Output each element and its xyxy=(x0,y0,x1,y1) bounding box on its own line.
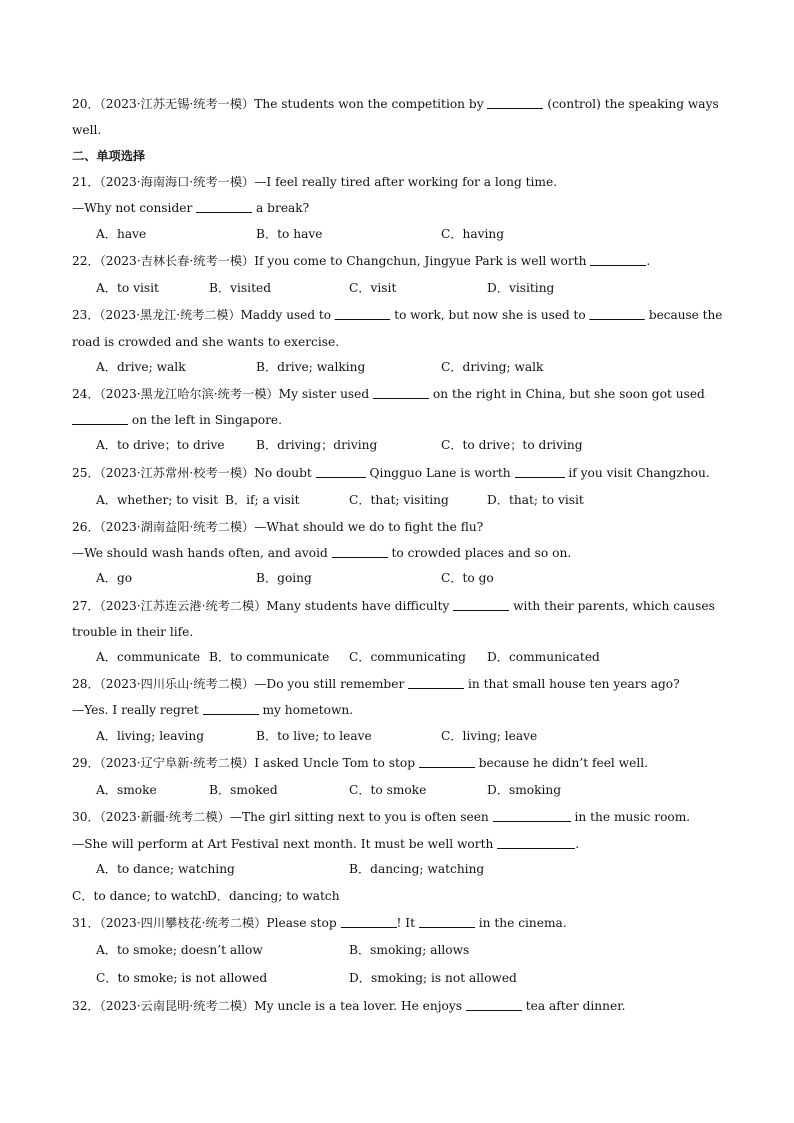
q23-option-a[interactable]: A．drive; walk xyxy=(96,360,186,374)
q24-blank-1[interactable] xyxy=(373,386,429,399)
q22-stem xyxy=(72,253,650,269)
q28-stem xyxy=(72,676,680,692)
q29-option-d[interactable]: D．smoking xyxy=(487,783,562,797)
q22-option-c[interactable]: C．visit xyxy=(349,281,397,295)
q24-continuation-text: on the left in Singapore. xyxy=(128,413,282,427)
q31-option-b[interactable]: B．smoking; allows xyxy=(349,943,470,957)
q23-blank-1[interactable] xyxy=(335,307,390,320)
q28-option-c[interactable]: C．living; leave xyxy=(441,729,538,743)
q28-text: 28．（2023·四川乐山·统考二模）—Do you still remember xyxy=(72,677,409,691)
q22-text: 22．（2023·吉林长春·统考一模）If you come to Changchun, Jingyue Park is well worth xyxy=(72,254,591,268)
q23-option-b[interactable]: B．drive; walking xyxy=(256,360,366,374)
q32-text-post: tea after dinner. xyxy=(521,999,626,1013)
q23-text-post: because the xyxy=(645,308,723,322)
q26-line2-text: —We should wash hands often, and avoid xyxy=(72,546,332,560)
q27-continuation: trouble in their life. xyxy=(72,625,194,639)
q26-option-c[interactable]: C．to go xyxy=(441,571,494,585)
q25-option-a[interactable]: A．whether; to visit xyxy=(96,493,219,507)
q27-option-b[interactable]: B．to communicate xyxy=(209,650,330,664)
q29-blank[interactable] xyxy=(419,755,475,768)
q30-option-b[interactable]: B．dancing; watching xyxy=(349,862,485,876)
q26-option-a[interactable]: A．go xyxy=(96,571,133,585)
q22-blank[interactable] xyxy=(590,253,646,266)
q30-option-c[interactable]: C．to dance; to watch xyxy=(72,889,208,903)
q32-blank[interactable] xyxy=(466,998,522,1011)
q30-text-post: in the music room. xyxy=(570,810,691,824)
q25-blank-2[interactable] xyxy=(515,465,565,478)
q23-text-mid: to work, but now she is used to xyxy=(390,308,590,322)
q27-stem xyxy=(72,598,715,614)
q22-option-b[interactable]: B．visited xyxy=(209,281,271,295)
q28-option-a[interactable]: A．living; leaving xyxy=(96,729,205,743)
q23-text: 23．（2023·黑龙江·统考二模）Maddy used to xyxy=(72,308,335,322)
q26-line2 xyxy=(72,545,571,561)
q28-option-b[interactable]: B．to live; to leave xyxy=(256,729,372,743)
q32-stem xyxy=(72,998,626,1014)
q28-text-post: in that small house ten years ago? xyxy=(464,677,680,691)
q28-blank-1[interactable] xyxy=(408,676,464,689)
q27-text: 27．（2023·江苏连云港·统考二模）Many students have difficulty xyxy=(72,599,454,613)
q21-line2-text: —Why not consider xyxy=(72,201,197,215)
q31-text: 31．（2023·四川攀枝花·统考二模）Please stop xyxy=(72,916,341,930)
q24-stem xyxy=(72,386,705,402)
q22-option-d[interactable]: D．visiting xyxy=(487,281,555,295)
q29-option-c[interactable]: C．to smoke xyxy=(349,783,427,797)
q24-continuation xyxy=(72,412,282,428)
q20-text: 20．（2023·江苏无锡·统考一模）The students won the competition by xyxy=(72,97,488,111)
q25-option-c[interactable]: C．that; visiting xyxy=(349,493,449,507)
q30-option-d[interactable]: D．dancing; to watch xyxy=(207,889,340,903)
q21-stem: 21．（2023·海南海口·统考一模）—I feel really tired after working for a long time. xyxy=(72,175,558,189)
q29-option-a[interactable]: A．smoke xyxy=(96,783,157,797)
q29-stem xyxy=(72,755,648,771)
q27-option-c[interactable]: C．communicating xyxy=(349,650,466,664)
q24-text: 24．（2023·黑龙江哈尔滨·统考一模）My sister used xyxy=(72,387,374,401)
q31-text-post: in the cinema. xyxy=(474,916,567,930)
q31-blank-2[interactable] xyxy=(419,915,475,928)
q26-option-b[interactable]: B．going xyxy=(256,571,312,585)
q20-text-post: (control) the speaking ways xyxy=(543,97,719,111)
q28-blank-2[interactable] xyxy=(203,702,259,715)
q31-blank-1[interactable] xyxy=(341,915,397,928)
q30-blank-2[interactable] xyxy=(497,836,575,849)
section-heading: 二、单项选择 xyxy=(72,149,146,163)
q30-stem xyxy=(72,809,690,825)
q23-blank-2[interactable] xyxy=(590,307,645,320)
q31-text-mid: ! It xyxy=(396,916,419,930)
q25-option-d[interactable]: D．that; to visit xyxy=(487,493,584,507)
q27-option-a[interactable]: A．communicate xyxy=(96,650,201,664)
q30-blank-1[interactable] xyxy=(493,809,571,822)
q28-line2 xyxy=(72,702,353,718)
q32-text: 32．（2023·云南昆明·统考二模）My uncle is a tea lover. He enjoys xyxy=(72,999,466,1013)
q22-option-a[interactable]: A．to visit xyxy=(96,281,159,295)
q30-option-a[interactable]: A．to dance; watching xyxy=(96,862,235,876)
q25-text: 25．（2023·江苏常州·校考一模）No doubt xyxy=(72,466,316,480)
q29-text-post: because he didn’t feel well. xyxy=(474,756,648,770)
q23-option-c[interactable]: C．driving; walk xyxy=(441,360,544,374)
q26-stem: 26．（2023·湖南益阳·统考二模）—What should we do to fight the flu? xyxy=(72,520,484,534)
q24-option-b[interactable]: B．driving；driving xyxy=(256,438,378,452)
q29-text: 29．（2023·辽宁阜新·统考二模）I asked Uncle Tom to stop xyxy=(72,756,419,770)
q21-blank[interactable] xyxy=(196,200,252,213)
q27-text-post: with their parents, which causes xyxy=(509,599,715,613)
q25-text-post: if you visit Changzhou. xyxy=(564,466,710,480)
q21-option-b[interactable]: B．to have xyxy=(256,227,323,241)
q31-option-c[interactable]: C．to smoke; is not allowed xyxy=(96,971,268,985)
q23-continuation: road is crowded and she wants to exercise. xyxy=(72,335,340,349)
q25-text-mid: Qingguo Lane is worth xyxy=(365,466,515,480)
q25-blank-1[interactable] xyxy=(316,465,366,478)
q20-continuation: well. xyxy=(72,123,102,137)
q23-stem xyxy=(72,307,722,323)
q22-text-post: . xyxy=(646,254,651,268)
q28-line2-post: my hometown. xyxy=(258,703,354,717)
q29-option-b[interactable]: B．smoked xyxy=(209,783,278,797)
q28-line2-text: —Yes. I really regret xyxy=(72,703,203,717)
q26-line2-post: to crowded places and so on. xyxy=(387,546,572,560)
q25-option-b[interactable]: B．if; a visit xyxy=(225,493,300,507)
q30-line2-post: . xyxy=(575,837,580,851)
q24-text-post: on the right in China, but she soon got used xyxy=(429,387,705,401)
q24-option-c[interactable]: C．to drive；to driving xyxy=(441,438,583,452)
q30-text: 30．（2023·新疆·统考二模）—The girl sitting next to you is often seen xyxy=(72,810,493,824)
q20-blank[interactable] xyxy=(487,96,543,109)
q30-line2 xyxy=(72,836,579,852)
q20-stem xyxy=(72,96,719,112)
q27-option-d[interactable]: D．communicated xyxy=(487,650,600,664)
q21-line2-post: a break? xyxy=(252,201,310,215)
q21-line2 xyxy=(72,200,309,216)
q21-option-a[interactable]: A．have xyxy=(96,227,147,241)
q26-blank[interactable] xyxy=(332,545,388,558)
q25-stem xyxy=(72,465,710,481)
q30-line2-text: —She will perform at Art Festival next month. It must be well worth xyxy=(72,837,498,851)
q27-blank[interactable] xyxy=(453,598,509,611)
q21-option-c[interactable]: C．having xyxy=(441,227,505,241)
q24-option-a[interactable]: A．to drive；to drive xyxy=(96,438,225,452)
q31-stem xyxy=(72,915,567,931)
q31-option-d[interactable]: D．smoking; is not allowed xyxy=(349,971,517,985)
q31-option-a[interactable]: A．to smoke; doesn’t allow xyxy=(96,943,263,957)
q24-blank-2[interactable] xyxy=(72,412,128,425)
